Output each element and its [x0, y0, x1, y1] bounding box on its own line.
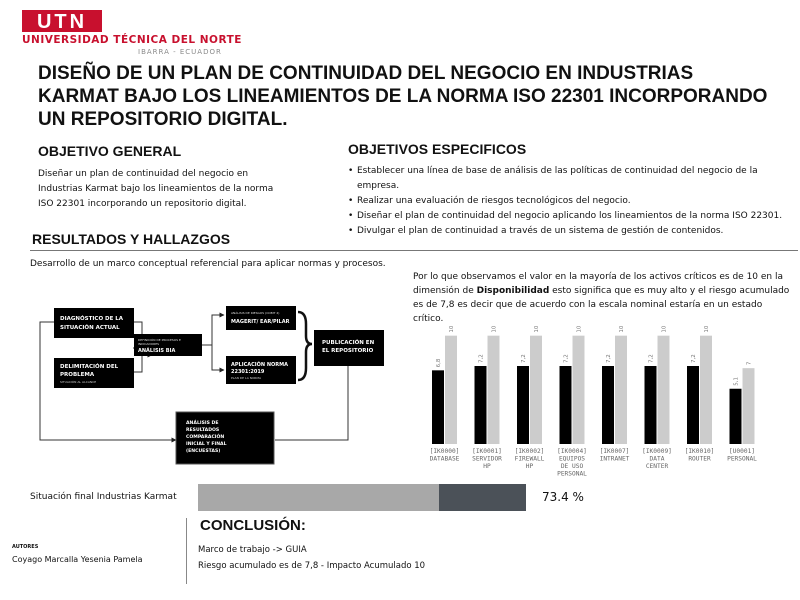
process-flow-diagram [30, 300, 400, 470]
bar-disponibilidad [573, 336, 585, 444]
autor-name: Coyago Marcalla Yesenia Pamela [12, 555, 143, 564]
x-tick-label: FIREWALL [514, 455, 545, 463]
bar-value-label: 10 [534, 325, 540, 333]
x-tick-label: [IK0000] [429, 448, 460, 455]
x-tick-label: PERSONAL [727, 455, 757, 463]
x-tick-label: ROUTER [688, 455, 711, 463]
bar-value-label: 7,2 [606, 354, 612, 363]
bar-disponibilidad [658, 336, 670, 444]
bar-riesgo [432, 370, 444, 444]
x-tick-label: DATA [649, 455, 665, 463]
bar-value-label: 7,2 [691, 354, 697, 363]
connector-line [212, 345, 224, 370]
flow-box-diagnostico [54, 308, 134, 338]
bar-value-label: 7,2 [648, 354, 655, 363]
bar-value-label: 7,2 [521, 354, 527, 363]
paragraph-text-start: Por lo que observamos el valor en la mayoría de los activos críticos es de 10 en la dimensión de [413, 272, 783, 296]
objetivo-general-title: OBJETIVO GENERAL [38, 143, 182, 159]
list-item: • Divulgar el plan de continuidad a través de un sistema de gestión de contenidos. [348, 224, 793, 239]
connector-line [40, 322, 54, 372]
bar-disponibilidad [615, 336, 627, 444]
conclusion-title: CONCLUSIÓN: [200, 517, 306, 534]
paragraph-bold: Disponibilidad [476, 286, 550, 296]
x-tick-label: [U0001] [728, 448, 756, 455]
risk-availability-bar-chart [412, 306, 800, 488]
flow-text: ANÁLISIS DE [186, 421, 219, 426]
resultados-subtitle: Desarrollo de un marco conceptual referencial para aplicar normas y procesos. [30, 259, 386, 269]
situacion-final-value: 73.4 % [542, 490, 584, 504]
list-item: • Realizar una evaluación de riesgos tecnológicos del negocio. [348, 194, 793, 209]
connector-line [202, 315, 224, 345]
bar-value-label: 7,2 [563, 354, 570, 363]
x-tick-label: [IK0004] [557, 448, 587, 455]
vertical-divider [186, 518, 187, 584]
bar-riesgo [730, 389, 742, 444]
flow-text: DELIMITACIÓN DEL [60, 364, 119, 370]
university-city: IBARRA - ECUADOR [138, 48, 222, 56]
bar-riesgo [602, 366, 614, 444]
bar-disponibilidad [743, 368, 755, 444]
x-tick-label: INTRANET [599, 455, 630, 463]
list-item: • Diseñar el plan de continuidad del negocio aplicando los lineamientos de la norma ISO 22301. [348, 209, 793, 224]
list-item: • Establecer una línea de base de análisis de las políticas de continuidad del negocio de la empresa. [348, 164, 793, 194]
x-tick-label: [IK0007] [599, 448, 630, 455]
flow-text: APLICACIÓN NORMA [231, 362, 288, 368]
flow-text: ANÁLISIS BIA [138, 348, 176, 354]
x-tick-label: DE USO [560, 463, 584, 470]
x-tick-label: [IK0001] [472, 448, 502, 455]
x-tick-label: CENTER [645, 463, 669, 470]
flow-text: EL REPOSITORIO [322, 348, 374, 354]
bar-riesgo [560, 366, 572, 444]
page-title: DISEÑO DE UN PLAN DE CONTINUIDAD DEL NEGOCIO EN INDUSTRIAS KARMAT BAJO LOS LINEAMIENTOS DE LA NORMA ISO 22301 INCORPORANDO UN REPOSITORIO DIGITAL. [38, 63, 768, 130]
flow-text: DIAGNÓSTICO DE LA [60, 316, 124, 322]
logo-letters: UTN [36, 11, 88, 32]
connector-line [133, 355, 152, 372]
flow-text: SITUACIÓN ACTUAL [60, 325, 120, 331]
bar-riesgo [645, 366, 657, 444]
bar-value-label: 6,8 [436, 358, 442, 368]
flow-box-magerit [226, 306, 296, 330]
conclusion-line: Riesgo acumulado es de 7,8 - Impacto Acumulado 10 [198, 561, 426, 571]
objetivos-especificos-list [348, 164, 793, 239]
flow-text: COMPARACIÓN [186, 435, 225, 440]
bar-value-label: 7 [746, 361, 753, 366]
objetivo-general-text: Diseñar un plan de continuidad del negocio en Industrias Karmat bajo los lineamientos de la norma ISO 22301 incorporando un repositorio digital. [38, 169, 274, 209]
flow-text: PROBLEMA [60, 372, 95, 378]
flow-text: INDICADORES [138, 342, 160, 346]
flow-text: PLAN DE LA NORMA [231, 376, 262, 380]
x-tick-label: [IK0002] [514, 448, 545, 455]
flow-text: ANÁLISIS DE RIESGOS (COBIT 4) [231, 311, 280, 315]
brace-shape [298, 312, 312, 380]
objetivos-especificos-title: OBJETIVOS ESPECIFICOS [348, 141, 527, 157]
bar-riesgo [687, 366, 699, 444]
flow-text: DEFINICIÓN DE PROCESOS E [138, 338, 181, 342]
x-tick-label: SERVIDOR [472, 455, 502, 463]
x-tick-label: [IK0010] [684, 448, 715, 455]
situacion-final-progress-fill [198, 484, 439, 511]
paragraph-text-end: esto significa que es muy alto y el riesgo acumulado es de 7,8 es decir que de acuerdo con la escala nominal estaría en un estado crítico. [413, 286, 790, 324]
university-name: UNIVERSIDAD TÉCNICA DEL NORTE [22, 34, 242, 46]
bar-disponibilidad [700, 336, 712, 444]
situacion-final-label: Situación final Industrias Karmat [30, 492, 177, 502]
section-divider [30, 250, 798, 251]
utn-logo-icon [22, 10, 102, 32]
bar-value-label: 10 [576, 325, 583, 333]
x-tick-label: DATABASE [429, 455, 460, 463]
flow-text: SITUACIÓN AL ALCANCE [60, 380, 97, 384]
x-tick-label: HP [483, 463, 491, 470]
bar-value-label: 10 [449, 325, 455, 333]
x-tick-label: HP [525, 463, 534, 470]
flow-text: RESULTADOS [186, 428, 220, 433]
bar-value-label: 10 [661, 325, 668, 333]
x-tick-label: EQUIPOS [558, 455, 586, 463]
bar-disponibilidad [530, 336, 542, 444]
flow-text: 22301:2019 [231, 369, 265, 375]
university-logo [22, 10, 242, 56]
bar-riesgo [475, 366, 487, 444]
flow-text: (ENCUESTAS) [186, 449, 221, 454]
flow-text: MAGERIT/ EAR/PILAR [231, 319, 290, 325]
bar-disponibilidad [445, 336, 457, 444]
bar-disponibilidad [488, 336, 500, 444]
x-tick-label: PERSONAL [557, 470, 587, 478]
conclusion-line: Marco de trabajo -> GUIA [198, 545, 307, 555]
bar-riesgo [517, 366, 529, 444]
bar-value-label: 10 [704, 325, 710, 333]
x-tick-label: [IK0009] [642, 448, 672, 455]
bar-value-label: 10 [491, 325, 498, 333]
bar-value-label: 10 [619, 325, 625, 333]
situacion-final-progress [198, 484, 526, 511]
flow-text: PUBLICACIÓN EN [322, 340, 375, 346]
resultados-title: RESULTADOS Y HALLAZGOS [32, 231, 231, 247]
bar-value-label: 5,1 [733, 377, 740, 386]
flow-text: INICIAL Y FINAL [186, 442, 227, 447]
autores-title: AUTORES [12, 544, 39, 550]
bar-value-label: 7,2 [478, 354, 485, 363]
